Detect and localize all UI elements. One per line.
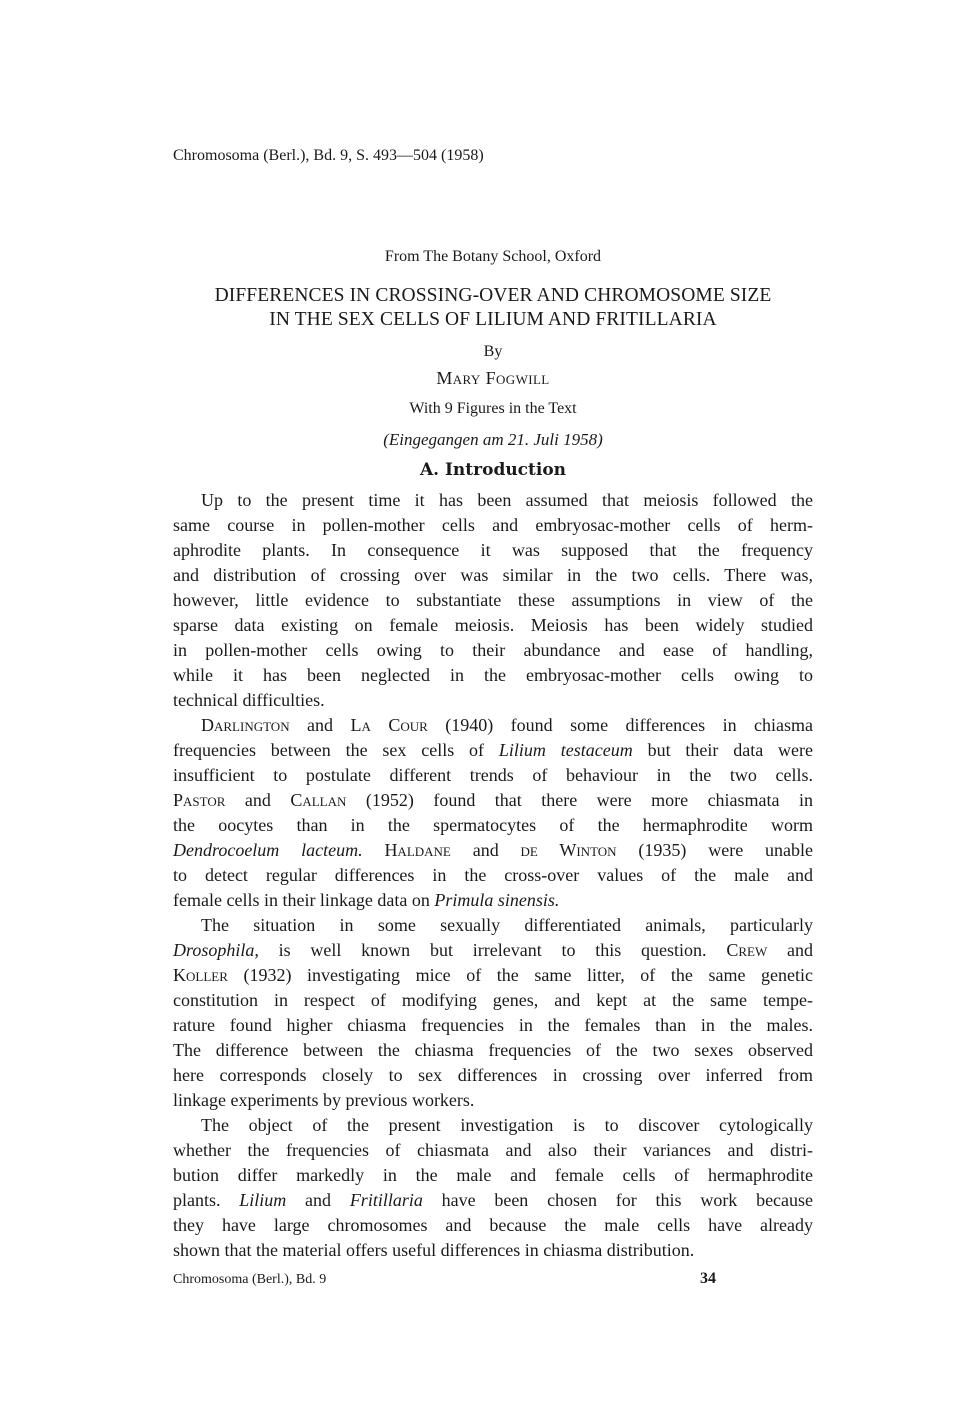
text-span: but their data were <box>647 740 814 760</box>
author-citation: de Winton <box>520 840 617 860</box>
received-date: (Eingegangen am 21. Juli 1958) <box>383 430 603 449</box>
affiliation: From The Botany School, Oxford <box>384 248 602 265</box>
author-citation: Darlington <box>201 715 290 735</box>
text-span: have been chosen for this work because <box>441 1190 814 1210</box>
text-line: linkage experiments by previous workers. <box>173 1090 475 1110</box>
text-line: they have large chromosomes and because the male cells have already <box>173 1215 813 1235</box>
author-citation: Crew <box>726 940 768 960</box>
text-line: here corresponds closely to sex differences in crossing over inferred from <box>173 1065 813 1085</box>
title-line-1: DIFFERENCES IN CROSSING-OVER AND CHROMOSOME SIZE <box>214 285 772 306</box>
by-line: By <box>483 343 503 360</box>
text-line <box>173 713 813 738</box>
text-span: (1935) were unable <box>638 840 813 860</box>
body-text <box>173 488 813 1263</box>
paper-title <box>173 284 813 332</box>
species-name: Drosophila, <box>173 940 259 960</box>
text-line: Up to the present time it has been assumed that meiosis followed the <box>201 490 813 510</box>
author-citation: Koller <box>173 965 228 985</box>
text-line: however, little evidence to substantiate these assumptions in view of the <box>173 590 813 610</box>
text-span: plants. <box>173 1190 221 1210</box>
text-line <box>173 938 813 963</box>
text-span: is well known but irrelevant to this question. <box>278 940 707 960</box>
figures-note: With 9 Figures in the Text <box>409 400 577 417</box>
text-line: in pollen-mother cells owing to their abundance and ease of handling, <box>173 640 813 660</box>
text-line <box>173 1188 813 1213</box>
text-span: (1952) found that there were more chiasmata in <box>365 790 814 810</box>
page-number: 34 <box>700 1270 716 1287</box>
text-line: constitution in respect of modifying genes, and kept at the same tempe- <box>173 990 813 1010</box>
text-span: and <box>307 715 334 735</box>
text-line <box>173 888 813 913</box>
text-span: and <box>305 1190 332 1210</box>
text-line: whether the frequencies of chiasmata and also their variances and distri- <box>173 1140 813 1160</box>
text-line <box>173 788 813 813</box>
text-line: the oocytes than in the spermatocytes of the hermaphrodite worm <box>173 815 813 835</box>
text-line: insufficient to postulate different trends of behaviour in the two cells. <box>173 765 813 785</box>
text-line: same course in pollen-mother cells and embryosac-mother cells of herm- <box>173 515 813 535</box>
species-name: Primula sinensis. <box>434 890 560 910</box>
author-citation: Callan <box>290 790 347 810</box>
title-line-2: IN THE SEX CELLS OF LILIUM AND FRITILLARIA <box>269 309 717 330</box>
text-line: rature found higher chiasma frequencies in the females than in the males. <box>173 1015 813 1035</box>
text-span: (1940) found some differences in chiasma <box>445 715 814 735</box>
text-line: The object of the present investigation is to discover cytologically <box>201 1115 813 1135</box>
text-line: The situation in some sexually differentiated animals, particularly <box>201 915 813 935</box>
text-line <box>173 963 813 988</box>
species-name: Dendrocoelum lacteum. <box>173 840 363 860</box>
text-line: The difference between the chiasma frequencies of the two sexes observed <box>173 1040 813 1060</box>
text-span: female cells in their linkage data on <box>173 890 430 910</box>
footer-journal: Chromosoma (Berl.), Bd. 9 <box>173 1272 327 1287</box>
author-citation: Pastor <box>173 790 226 810</box>
text-line: sparse data existing on female meiosis. Meiosis has been widely studied <box>173 615 813 635</box>
text-line: shown that the material offers useful differences in chiasma distribution. <box>173 1240 695 1260</box>
author-citation: Haldane <box>384 840 451 860</box>
text-span: and <box>244 790 271 810</box>
text-line: and distribution of crossing over was similar in the two cells. There was, <box>173 565 813 585</box>
text-line: bution differ markedly in the male and female cells of hermaphrodite <box>173 1165 813 1185</box>
text-line <box>173 738 813 763</box>
text-line <box>173 838 813 863</box>
text-span: and <box>787 940 813 960</box>
genus-name: Fritillaria <box>349 1190 423 1210</box>
text-line: technical difficulties. <box>173 690 325 710</box>
journal-citation: Chromosoma (Berl.), Bd. 9, S. 493—504 (1958) <box>173 147 484 164</box>
text-line: while it has been neglected in the embryosac-mother cells owing to <box>173 665 813 685</box>
author-citation: La Cour <box>350 715 428 735</box>
text-span: (1932) investigating mice of the same litter, of the same genetic <box>243 965 813 985</box>
species-name: Lilium testaceum <box>498 740 633 760</box>
section-heading: A. Introduction <box>419 460 567 480</box>
author-name: Mary Fogwill <box>436 368 550 388</box>
text-span: frequencies between the sex cells of <box>173 740 485 760</box>
text-line: aphrodite plants. In consequence it was supposed that the frequency <box>173 540 813 560</box>
text-line: to detect regular differences in the cross-over values of the male and <box>173 865 813 885</box>
text-span: and <box>472 840 499 860</box>
genus-name: Lilium <box>239 1190 287 1210</box>
